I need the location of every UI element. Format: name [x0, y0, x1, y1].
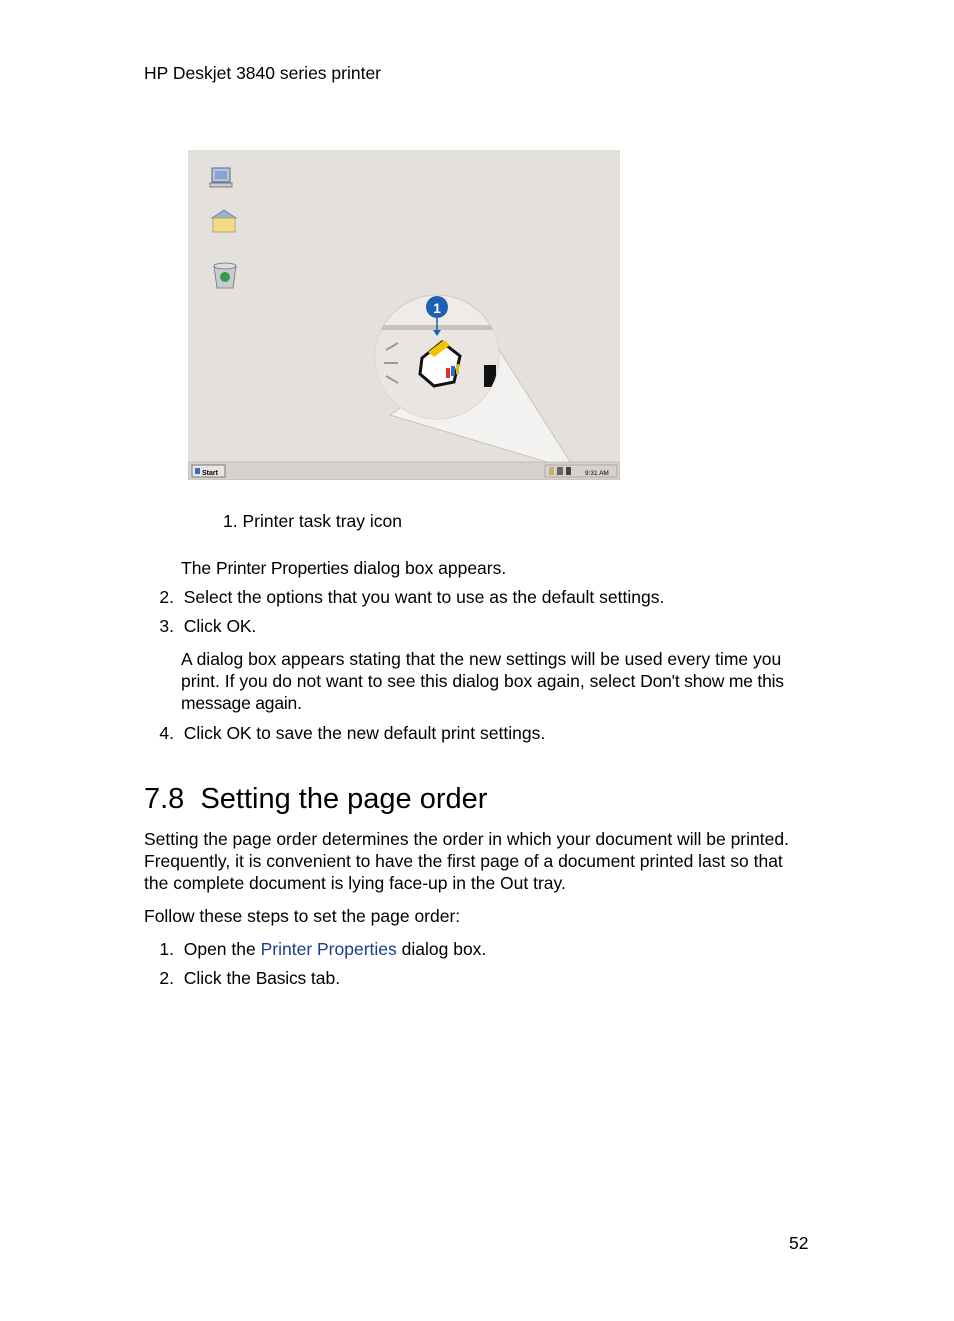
list-item-step-4: 4. Click OK to save the new default print settings. [159, 723, 546, 743]
system-tray [545, 465, 617, 477]
section-heading: 7.8 Setting the page order [144, 783, 488, 815]
my-computer-icon [210, 168, 232, 187]
svg-text:Start: Start [202, 470, 218, 477]
tray-clock: 9:31 AM [585, 470, 609, 477]
list-item-step-2: 2. Select the options that you want to use as the default settings. [159, 587, 665, 607]
recycle-bin-icon [214, 263, 236, 288]
follow-steps-text: Follow these steps to set the page order: [144, 906, 461, 926]
start-button[interactable] [192, 465, 225, 477]
list-item-open-dialog: 1. Open the Printer Properties dialog box. [159, 939, 487, 959]
desktop-screenshot [188, 150, 620, 480]
paragraph-dialog-appears: The Printer Properties dialog box appears. [181, 558, 507, 578]
running-header: HP Deskjet 3840 series printer [144, 63, 382, 83]
printer-properties-link[interactable]: Printer Properties [260, 939, 397, 959]
callout-number: 1 [433, 300, 441, 316]
list-item-basics-tab: 2. Click the Basics tab. [159, 968, 341, 988]
page-number: 52 [789, 1233, 809, 1253]
figure-caption: 1. Printer task tray icon [223, 511, 402, 531]
section-intro-paragraph: Setting the page order determines the order in which your document will be printed. Frequently, it is convenient to have the first page of a document printed last so that the complete document is lying face-up in the Out tray. [144, 829, 789, 893]
list-item-step-3: 3. Click OK. [159, 616, 257, 636]
paragraph-new-settings: A dialog box appears stating that the new settings will be used every time you print. If you do not want to see this dialog box again, select Don't show me this message again. [181, 649, 784, 713]
